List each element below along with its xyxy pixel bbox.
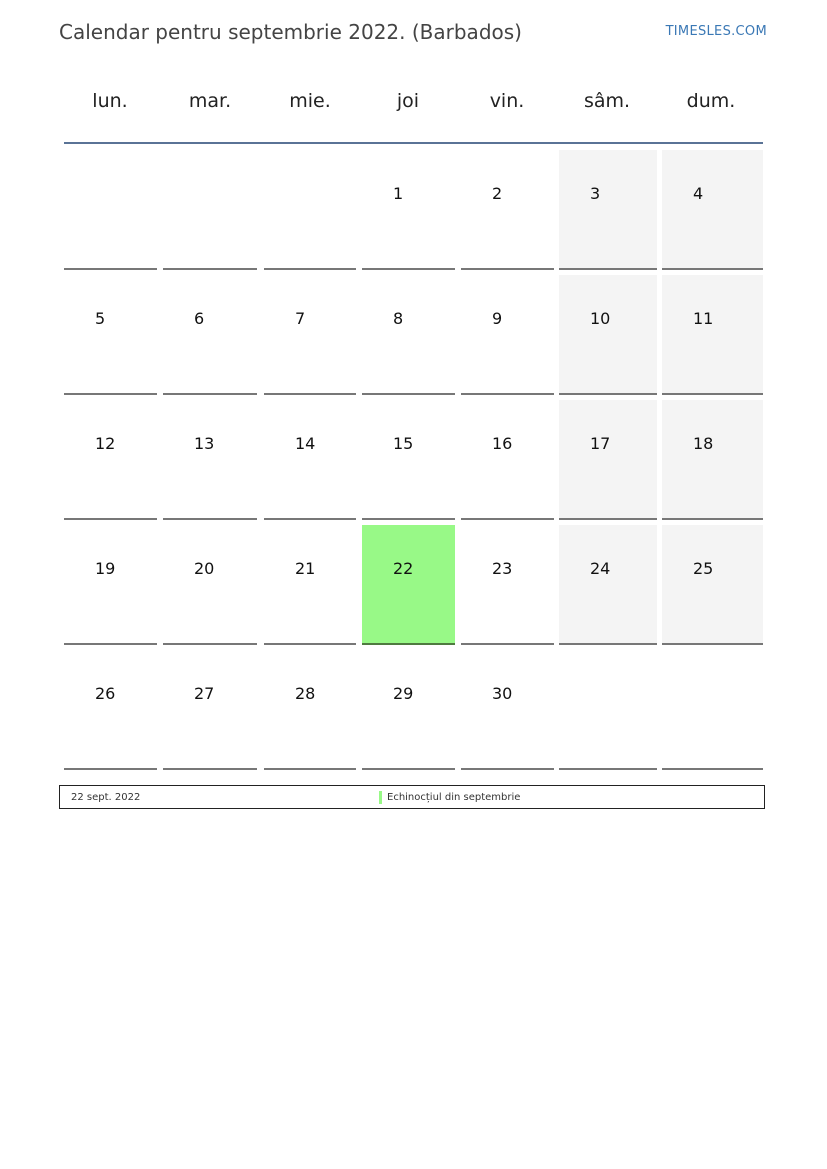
day-cell [662, 150, 763, 270]
day-cell-holiday [362, 525, 455, 645]
day-cell [163, 275, 257, 395]
day-number: 14 [295, 434, 316, 453]
day-cell [559, 525, 657, 645]
day-number: 26 [95, 684, 116, 703]
day-cell [461, 650, 554, 770]
day-number: 4 [693, 184, 704, 203]
day-number: 23 [492, 559, 513, 578]
day-cell [64, 525, 157, 645]
day-cell [362, 150, 455, 270]
day-number: 20 [194, 559, 215, 578]
day-number: 25 [693, 559, 714, 578]
day-cell [362, 400, 455, 520]
day-number: 7 [295, 309, 306, 328]
legend-holiday-name: Echinocțiul din septembrie [387, 792, 521, 803]
day-cell [264, 400, 356, 520]
header-divider [64, 142, 763, 144]
weekday-header-row [61, 90, 764, 120]
day-number: 9 [492, 309, 503, 328]
day-cell [362, 650, 455, 770]
day-number: 21 [295, 559, 316, 578]
weekday-label: mar. [188, 90, 232, 112]
weekday-label: mie. [289, 90, 331, 112]
day-cell [64, 275, 157, 395]
empty-day-cell [163, 150, 257, 270]
day-number: 11 [693, 309, 714, 328]
day-cell [264, 275, 356, 395]
day-cell [461, 400, 554, 520]
day-cell [64, 650, 157, 770]
empty-day-cell [64, 150, 157, 270]
weekday-label: sâm. [583, 90, 631, 112]
day-number: 2 [492, 184, 503, 203]
day-cell [662, 275, 763, 395]
day-number: 18 [693, 434, 714, 453]
day-number: 10 [590, 309, 611, 328]
day-number: 15 [393, 434, 414, 453]
day-number: 8 [393, 309, 404, 328]
day-cell [264, 650, 356, 770]
day-number: 22 [393, 559, 414, 578]
holiday-legend [59, 785, 765, 809]
day-cell [163, 525, 257, 645]
day-cell [662, 400, 763, 520]
day-cell [461, 525, 554, 645]
page-title: Calendar pentru septembrie 2022. (Barbados) [59, 20, 522, 44]
day-number: 29 [393, 684, 414, 703]
day-cell [163, 400, 257, 520]
empty-day-cell [264, 150, 356, 270]
day-cell [559, 275, 657, 395]
day-cell [559, 400, 657, 520]
day-number: 3 [590, 184, 601, 203]
day-number: 30 [492, 684, 513, 703]
day-number: 12 [95, 434, 116, 453]
day-number: 17 [590, 434, 611, 453]
weekday-label: vin. [489, 90, 525, 112]
weekday-label: dum. [686, 90, 736, 112]
day-number: 6 [194, 309, 205, 328]
weekday-label: joi [396, 90, 420, 112]
day-number: 24 [590, 559, 611, 578]
empty-day-cell [662, 650, 763, 770]
day-cell [163, 650, 257, 770]
day-cell [559, 150, 657, 270]
day-cell [264, 525, 356, 645]
day-number: 5 [95, 309, 106, 328]
legend-date: 22 sept. 2022 [71, 792, 141, 803]
day-number: 19 [95, 559, 116, 578]
day-number: 16 [492, 434, 513, 453]
legend-color-swatch [379, 791, 382, 804]
day-number: 1 [393, 184, 404, 203]
empty-day-cell [559, 650, 657, 770]
day-number: 13 [194, 434, 215, 453]
day-cell [64, 400, 157, 520]
day-cell [362, 275, 455, 395]
brand-link[interactable]: TIMESLES.COM [665, 24, 767, 39]
weekday-label: lun. [92, 90, 128, 112]
day-cell [461, 275, 554, 395]
day-cell [662, 525, 763, 645]
day-cell [461, 150, 554, 270]
day-number: 27 [194, 684, 215, 703]
day-number: 28 [295, 684, 316, 703]
